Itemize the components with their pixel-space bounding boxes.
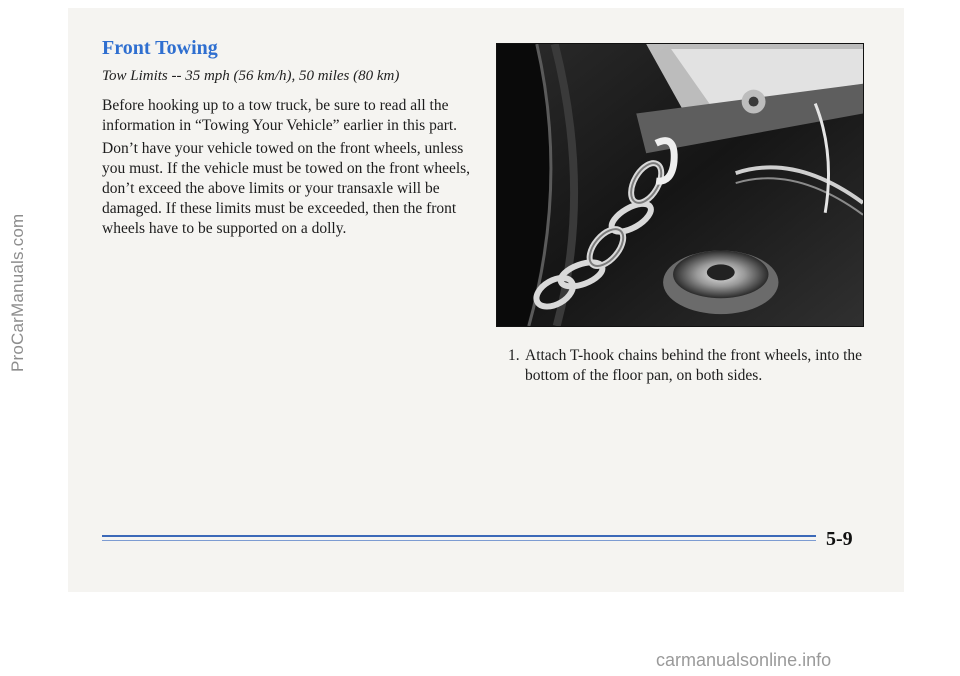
intro-paragraph: Before hooking up to a tow truck, be sure to read all the information in “Towing Your Vehicle” earlier in this part. (102, 97, 458, 134)
footer-rule-thin (102, 540, 816, 541)
tow-chain-illustration (497, 44, 863, 326)
tow-limits-subtitle: Tow Limits -- 35 mph (56 km/h), 50 miles (80 km) (102, 68, 400, 84)
section-title: Front Towing (102, 37, 218, 59)
page-number: 5-9 (826, 528, 853, 550)
footer-rule (102, 535, 816, 537)
tow-chain-photo (496, 43, 864, 327)
step-item (508, 346, 868, 386)
warning-paragraph: Don’t have your vehicle towed on the front wheels, unless you must. If the vehicle must be towed on the front wheels, don’t exceed the above limits or your transaxle will be damaged. If these limits must be exceeded, then the front wheels have to be supported on a dolly. (102, 140, 471, 237)
step-text: Attach T-hook chains behind the front wheels, into the bottom of the floor pan, on both sides. (525, 347, 863, 384)
bottom-watermark: carmanualsonline.info (656, 650, 832, 670)
side-watermark: ProCarManuals.com (8, 213, 27, 372)
step-number: 1. (508, 347, 520, 364)
